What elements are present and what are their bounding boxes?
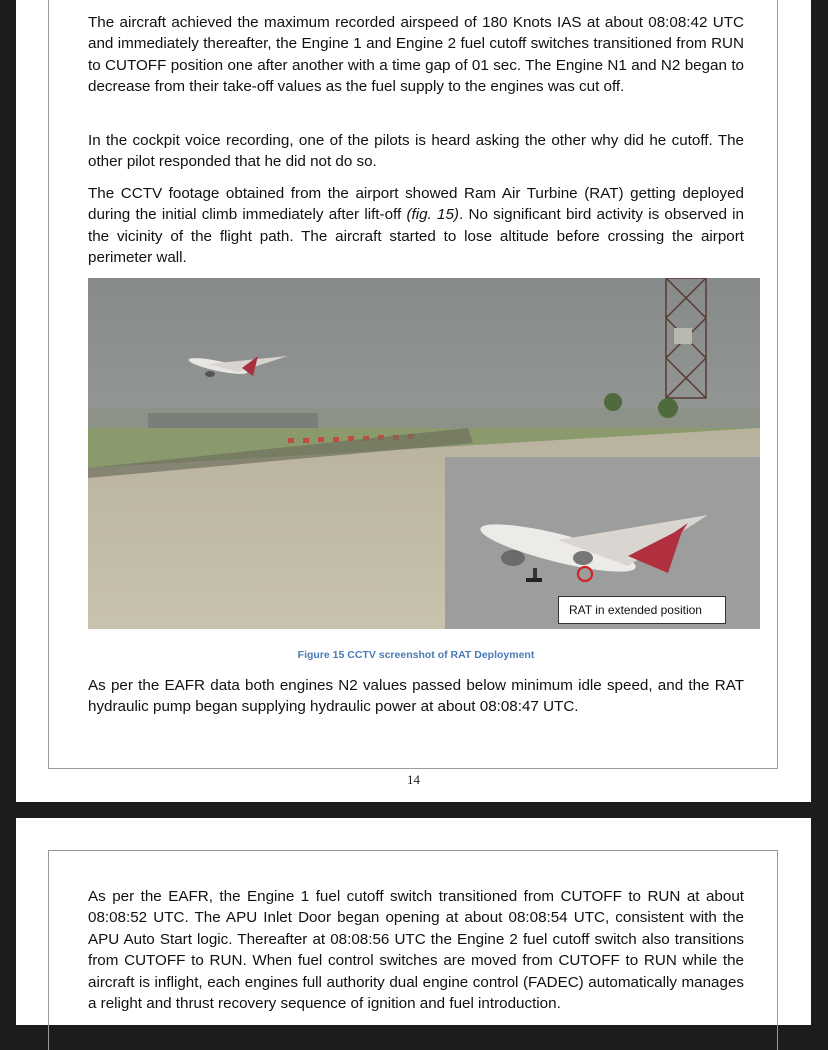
cctv-figure-image bbox=[88, 278, 760, 629]
figure-reference: (fig. 15) bbox=[406, 206, 459, 224]
cctv-scene bbox=[88, 278, 760, 629]
paragraph-airspeed-cutoff: The aircraft achieved the maximum recorded airspeed of 180 Knots IAS at about 08:08:42 UTC and immediately thereafter, the Engine 1 and Engine 2 fuel cutoff switches transitioned from RUN to CUTOFF position one after another with a time gap of 01 sec. The Engine N1 and N2 began to decrease from their take-off values as the fuel supply to the engines was cut off. bbox=[88, 14, 744, 96]
paragraph-eafr-relight: As per the EAFR, the Engine 1 fuel cutoff switch transitioned from CUTOFF to RUN at about 08:08:52 UTC. The APU Inlet Door began opening at about 08:08:54 UTC, consistent with the APU Auto Start logic. Thereafter at 08:08:56 UTC the Engine 2 fuel cutoff switch also transitions from CUTOFF to RUN. When fuel control switches are moved from CUTOFF to RUN while the aircraft is inflight, each engines full authority dual engine control (FADEC) automatically manages a relight and thrust recovery sequence of ignition and fuel introduction. bbox=[88, 888, 744, 1013]
tower-cabinet bbox=[674, 328, 692, 344]
document-page-15 bbox=[16, 818, 811, 1025]
paragraph-eafr-n2: As per the EAFR data both engines N2 values passed below minimum idle speed, and the RAT hydraulic pump began supplying hydraulic power at about 08:08:47 UTC. bbox=[88, 677, 744, 716]
paragraph-cockpit-voice: In the cockpit voice recording, one of the pilots is heard asking the other why did he cutoff. The other pilot responded that he did not do so. bbox=[88, 132, 744, 171]
document-page-14 bbox=[16, 0, 811, 802]
tree bbox=[658, 398, 678, 418]
rat-label: RAT in extended position bbox=[558, 596, 726, 624]
p3-text-before: The CCTV footage obtained from the airport showed Ram Air Turbine (RAT) getting deployed during the initial climb immediately after lift-off bbox=[88, 185, 744, 224]
page-number: 14 bbox=[407, 772, 420, 787]
figure-caption: Figure 15 CCTV screenshot of RAT Deployment bbox=[297, 649, 535, 661]
paragraph-cctv-footage bbox=[88, 183, 744, 269]
p3-text-after: . No significant bird activity is observed in the vicinity of the flight path. The aircraft started to lose altitude before crossing the airport perimeter wall. bbox=[88, 206, 744, 267]
tree bbox=[604, 393, 622, 411]
